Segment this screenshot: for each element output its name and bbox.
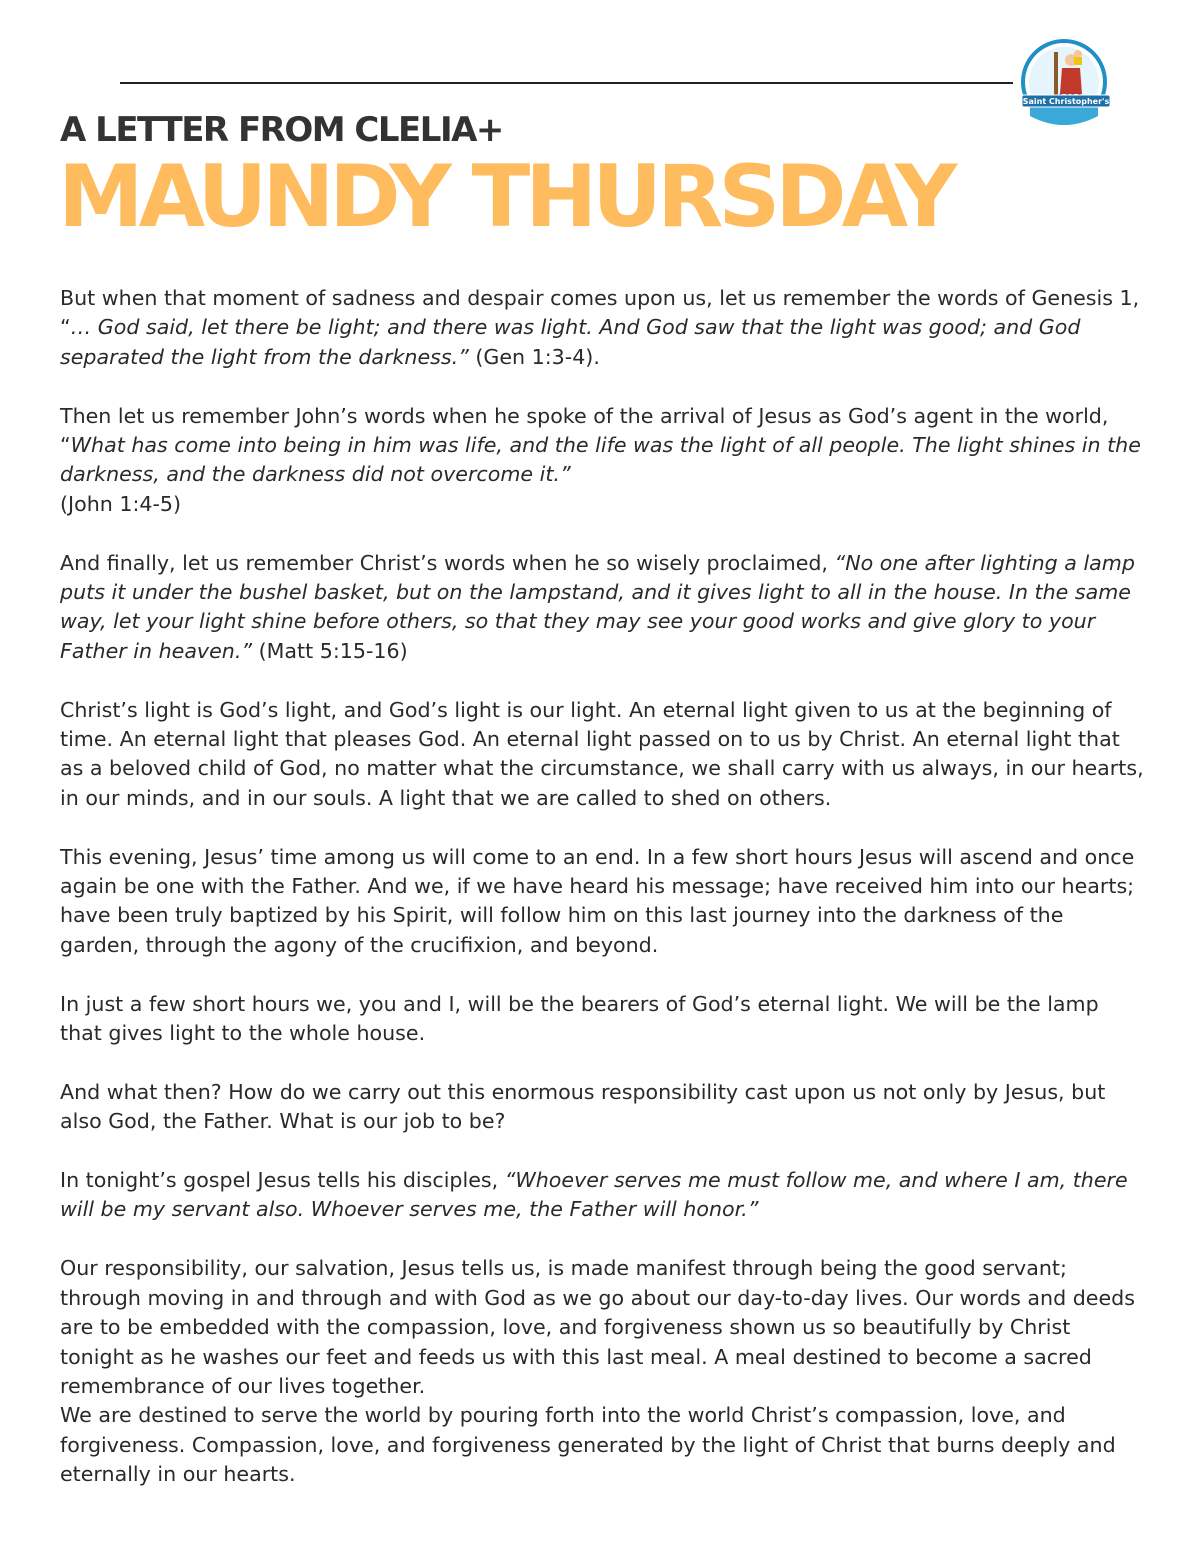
paragraph-destined: We are destined to serve the world by pouring forth into the world Christ’s compassion, love, and forgiveness. Compassion, love, and forgiveness generated by the light of Christ that burns deeply and eternally in our hearts. [60, 1403, 1116, 1487]
paragraph-gospel: In tonight’s gospel Jesus tells his disciples, “Whoever serves me must follow me, and where I am, there will be my servant also. Whoever serves me, the Father will honor.” [60, 1168, 1128, 1222]
paragraph-this-evening: This evening, Jesus’ time among us will come to an end. In a few short hours Jesus will ascend and once again be one with the Father. And we, if we have heard his message; have received him into our hearts; have been truly baptized by his Spirit, will follow him on this last journey into the darkness of the garden, through the agony of the crucifixion, and beyond. [60, 844, 1135, 957]
letter-body [60, 284, 1145, 1490]
page-title: MAUNDY THURSDAY [58, 147, 953, 247]
quote-genesis: … God said, let there be light; and there was light. And God saw that the light was good; and God separated the light from the darkness.” [60, 315, 1081, 369]
letter-kicker: A LETTER FROM CLELIA+ [60, 110, 503, 150]
paragraph-genesis: But when that moment of sadness and despair comes upon us, let us remember the words of Genesis 1, “… God said, let there be light; and there was light. And God saw that the light was good; and God separated the light from the darkness.” (Gen 1:3-4). [60, 286, 1140, 369]
logo-label: Saint Christopher's [1022, 97, 1110, 106]
quote-john: What has come into being in him was life, and the life was the light of all people. The light shines in the darkness, and the darkness did not overcome it.” [60, 433, 1141, 487]
header-rule [120, 82, 1013, 84]
paragraph-matthew: And finally, let us remember Christ’s words when he so wisely proclaimed, “No one after lighting a lamp puts it under the bushel basket, but on the lampstand, and it gives light to all in the house. In the same way, let your light shine before others, so that they may see your good works and give glory to your Father in heaven.” (Matt 5:15-16) [60, 550, 1135, 663]
saint-christophers-logo [1016, 38, 1116, 126]
paragraph-john: Then let us remember John’s words when he spoke of the arrival of Jesus as God’s agent in the world, “What has come into being in him was life, and the life was the light of all people. The light shines in the darkness, and the darkness did not overcome it.” (John 1:4-5) [60, 403, 1141, 516]
quote-gospel: “Whoever serves me must follow me, and where I am, there will be my servant also. Whoever serves me, the Father will honor.” [60, 1168, 1128, 1222]
quote-matthew: “No one after lighting a lamp puts it under the bushel basket, but on the lampstand, and it gives light to all in the house. In the same way, let your light shine before others, so that they may see your good works and give glory to your Father in heaven.” [60, 550, 1135, 663]
paragraph-christs-light: Christ’s light is God’s light, and God’s light is our light. An eternal light given to us at the beginning of time. An eternal light that pleases God. An eternal light passed on to us by Christ. An eternal light that as a beloved child of God, no matter what the circumstance, we shall carry with us always, in our hearts, in our minds, and in our souls. A light that we are called to shed on others. [60, 697, 1144, 810]
paragraph-what-then: And what then? How do we carry out this enormous responsibility cast upon us not only by Jesus, but also God, the Father. What is our job to be? [60, 1079, 1106, 1134]
paragraph-bearers: In just a few short hours we, you and I, will be the bearers of God’s eternal light. We will be the lamp that gives light to the whole house. [60, 991, 1099, 1046]
paragraph-responsibility: Our responsibility, our salvation, Jesus tells us, is made manifest through being the good servant; through moving in and through and with God as we go about our day-to-day lives. Our words and deeds are to be embedded with the compassion, love, and forgiveness shown us so beautifully by Christ tonight as he washes our feet and feeds us with this last meal. A meal destined to become a sacred remembrance of our lives together. [60, 1256, 1135, 1398]
